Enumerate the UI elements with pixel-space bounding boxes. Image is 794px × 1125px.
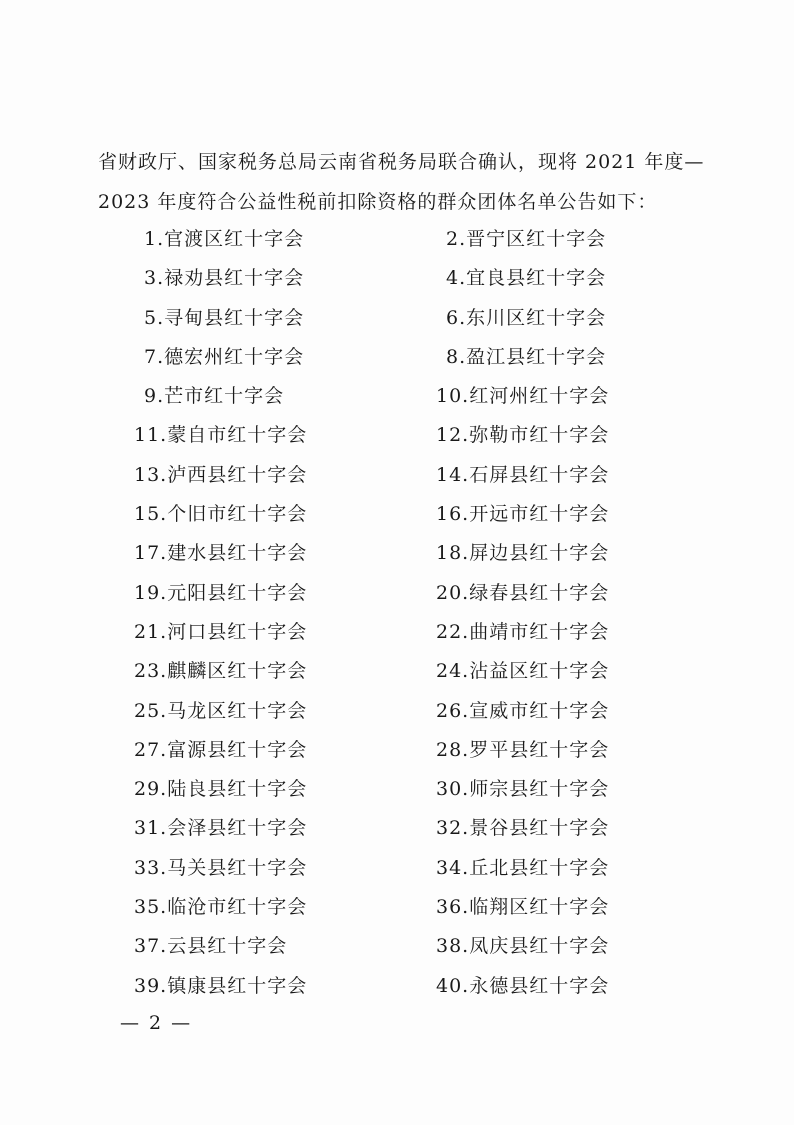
list-row — [0, 220, 794, 259]
list-item: 20.绿春县红十字会 — [436, 581, 610, 604]
list-row — [0, 416, 794, 455]
list-item: 31.会泽县红十字会 — [134, 817, 308, 840]
list-item: 30.师宗县红十字会 — [436, 778, 610, 801]
list-row — [0, 692, 794, 731]
list-item: 14.石屏县红十字会 — [436, 463, 610, 486]
intro-paragraph — [98, 142, 705, 222]
list-item: 37.云县红十字会 — [134, 935, 288, 958]
organization-list — [0, 220, 794, 1006]
list-row — [0, 338, 794, 377]
list-row — [0, 967, 794, 1006]
intro-line-1: 省财政厅、国家税务总局云南省税务局联合确认，现将 2021 年度— — [98, 151, 705, 173]
list-item: 32.景谷县红十字会 — [436, 817, 610, 840]
list-row — [0, 731, 794, 770]
intro-line-2: 2023 年度符合公益性税前扣除资格的群众团体名单公告如下： — [98, 191, 658, 213]
list-item: 27.富源县红十字会 — [134, 738, 308, 761]
list-item: 35.临沧市红十字会 — [134, 896, 308, 919]
list-item: 39.镇康县红十字会 — [134, 974, 308, 997]
list-row — [0, 259, 794, 298]
list-item: 12.弥勒市红十字会 — [436, 424, 610, 447]
list-row — [0, 495, 794, 534]
list-item: 26.宣威市红十字会 — [436, 699, 610, 722]
list-item: 38.凤庆县红十字会 — [436, 935, 610, 958]
list-row — [0, 809, 794, 848]
list-row — [0, 849, 794, 888]
page-number: — 2 — — [120, 1012, 193, 1034]
list-item: 13.泸西县红十字会 — [134, 463, 308, 486]
list-item: 24.沾益区红十字会 — [436, 660, 610, 683]
list-row — [0, 613, 794, 652]
list-item: 1.官渡区红十字会 — [144, 228, 305, 250]
list-item: 23.麒麟区红十字会 — [134, 660, 308, 683]
list-item: 18.屏边县红十字会 — [436, 542, 610, 565]
list-item: 5.寻甸县红十字会 — [144, 306, 305, 329]
list-row — [0, 574, 794, 613]
list-row — [0, 299, 794, 338]
list-item: 8.盈江县红十字会 — [446, 345, 607, 368]
list-item: 7.德宏州红十字会 — [144, 345, 305, 368]
list-row — [0, 652, 794, 691]
list-item: 6.东川区红十字会 — [446, 306, 607, 329]
list-item: 33.马关县红十字会 — [134, 856, 308, 879]
list-row — [0, 456, 794, 495]
list-item: 4.宜良县红十字会 — [446, 267, 607, 290]
list-item: 25.马龙区红十字会 — [134, 699, 308, 722]
list-row — [0, 888, 794, 927]
list-item: 29.陆良县红十字会 — [134, 778, 308, 801]
list-item: 40.永德县红十字会 — [436, 974, 610, 997]
list-item: 19.元阳县红十字会 — [134, 581, 308, 604]
list-item: 22.曲靖市红十字会 — [436, 620, 610, 643]
list-item: 36.临翔区红十字会 — [436, 896, 610, 919]
list-item: 15.个旧市红十字会 — [134, 503, 308, 526]
list-item: 2.晋宁区红十字会 — [446, 228, 607, 250]
list-row — [0, 927, 794, 966]
list-item: 11.蒙自市红十字会 — [134, 424, 308, 447]
list-item: 3.禄劝县红十字会 — [144, 267, 305, 290]
list-item: 17.建水县红十字会 — [134, 542, 308, 565]
list-row — [0, 534, 794, 573]
list-item: 16.开远市红十字会 — [436, 503, 610, 526]
list-item: 21.河口县红十字会 — [134, 620, 308, 643]
list-row — [0, 770, 794, 809]
list-item: 9.芒市红十字会 — [144, 385, 285, 408]
list-item: 10.红河州红十字会 — [436, 385, 610, 408]
list-item: 28.罗平县红十字会 — [436, 738, 610, 761]
list-row — [0, 377, 794, 416]
list-item: 34.丘北县红十字会 — [436, 856, 610, 879]
